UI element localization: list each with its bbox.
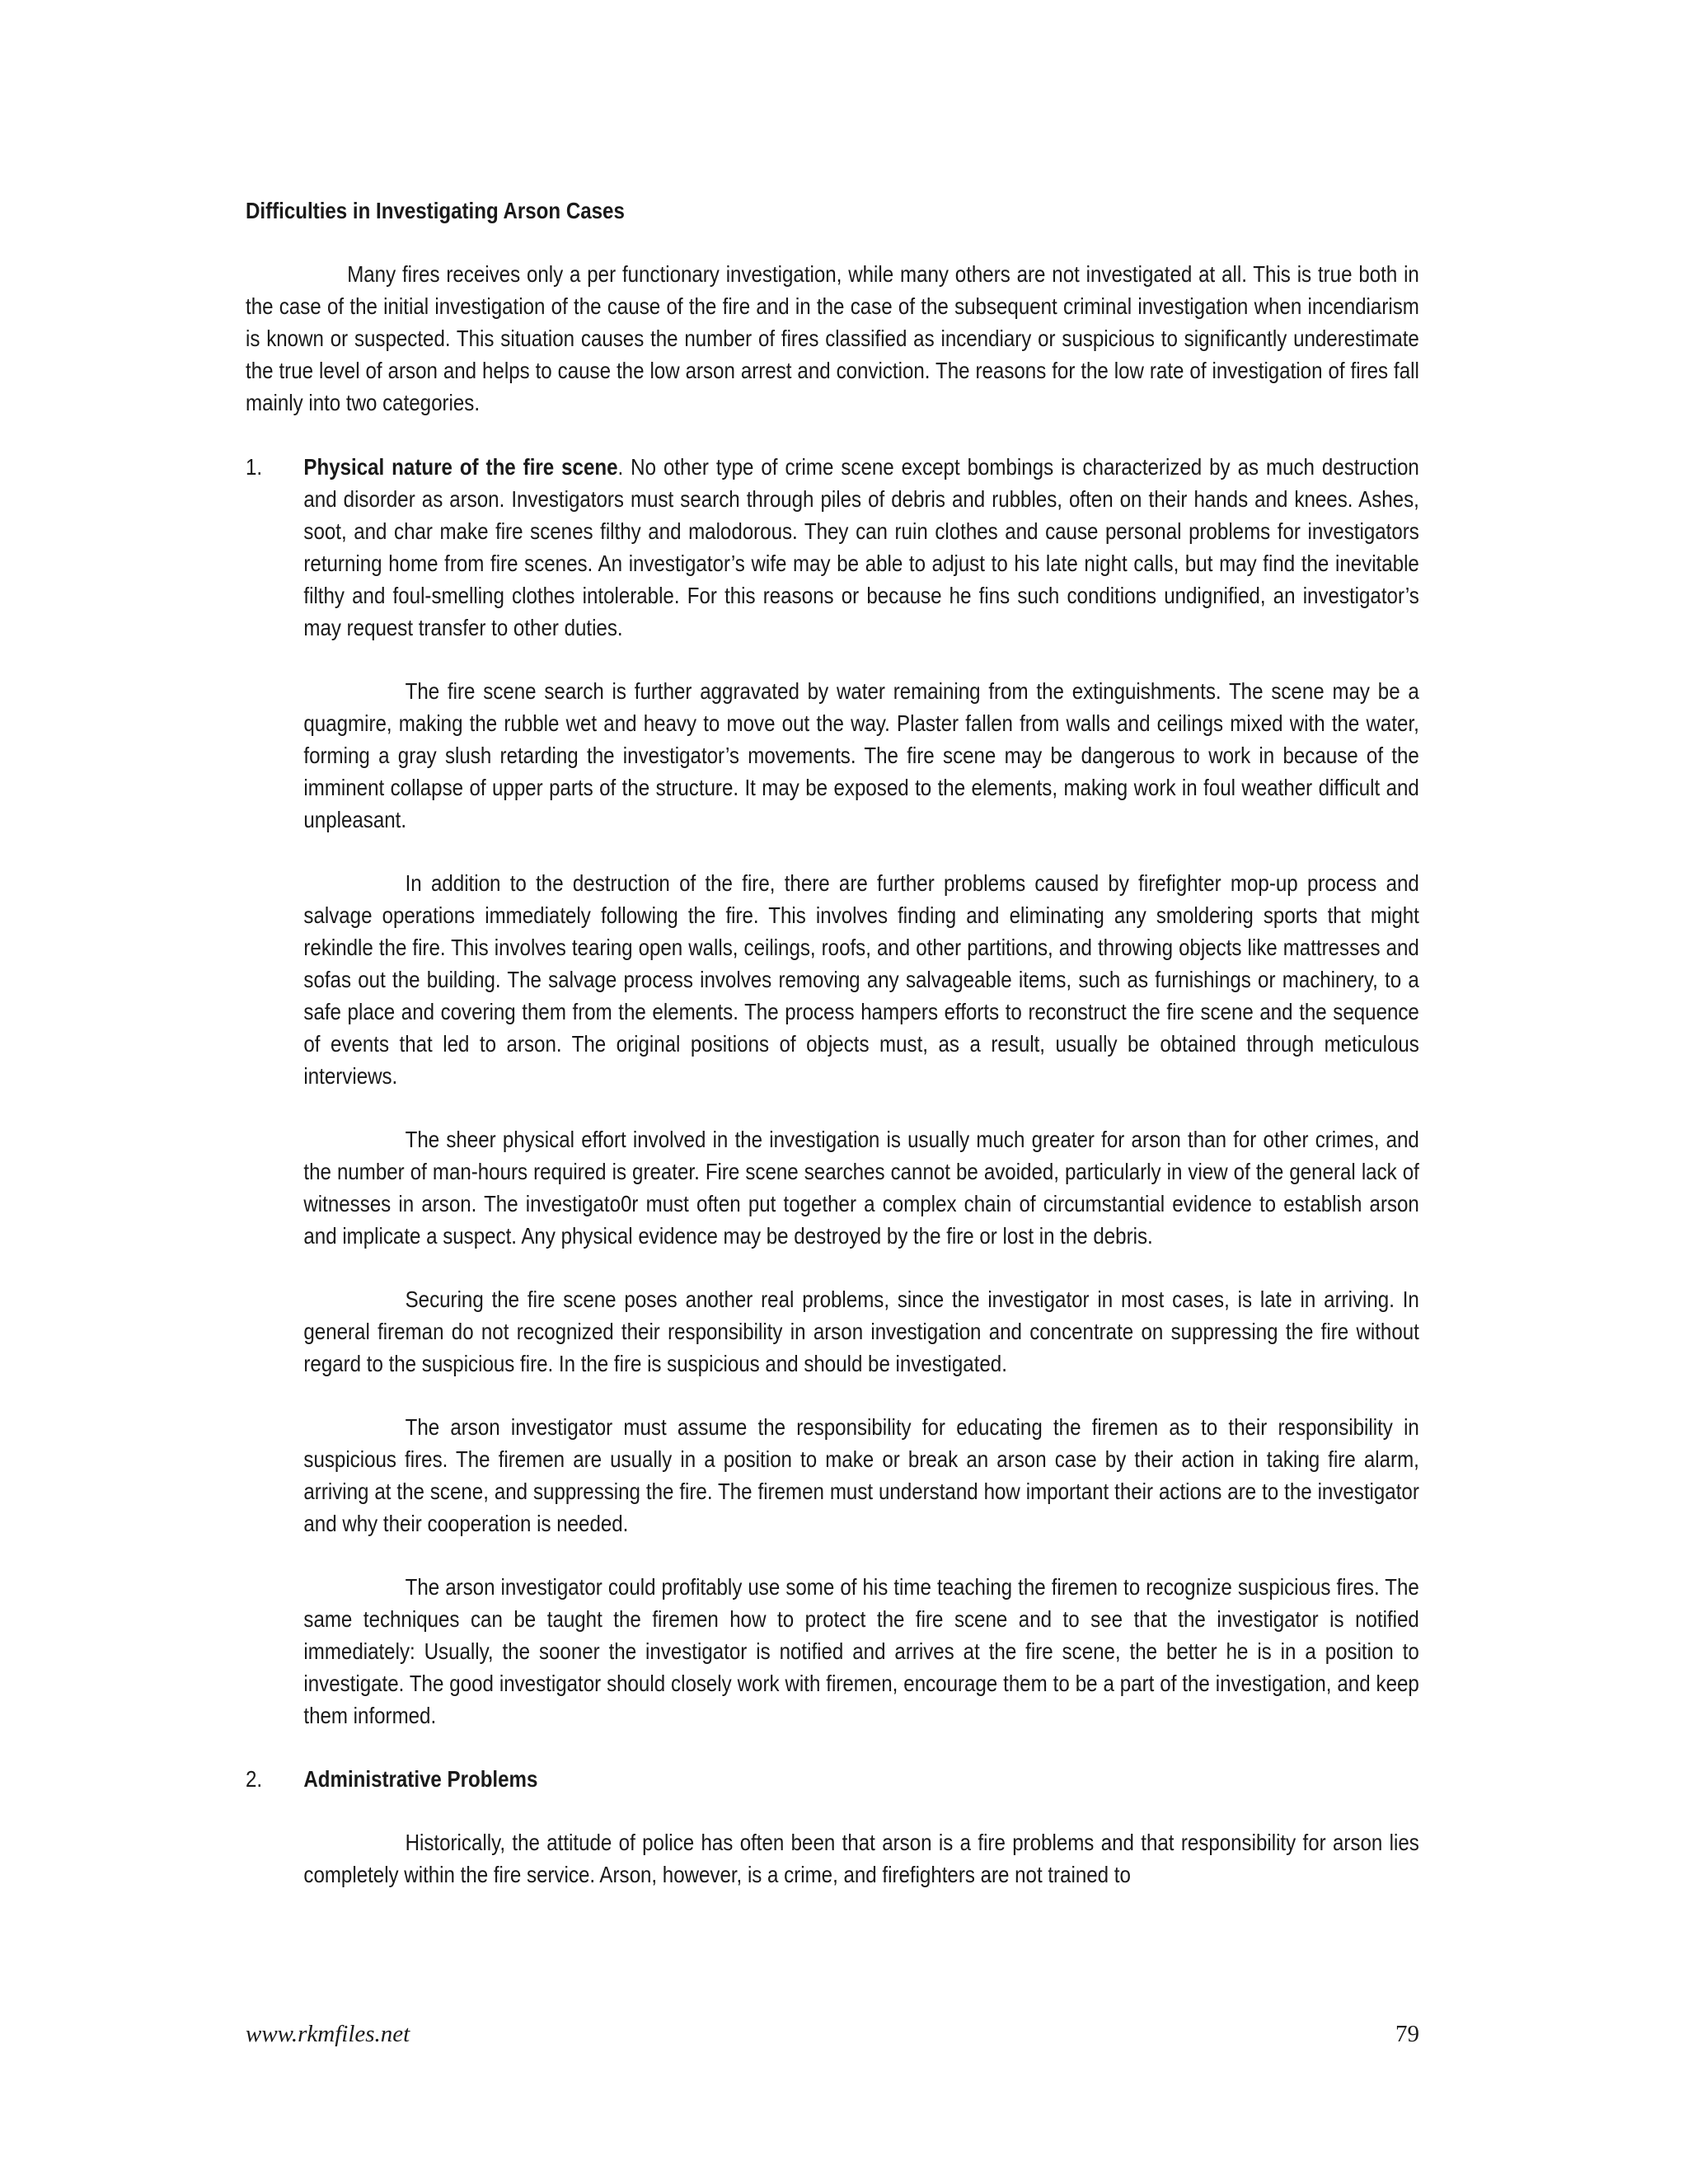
document-body [246,194,1419,1891]
list-item-2 [246,1763,1419,1891]
item-2-paragraph-1: Historically, the attitude of police has often been that arson is a fire problems and that responsibility for arson lies completely within the fire service. Arson, however, is a crime, and firefighters are not trained to [303,1830,1419,1887]
list-item-1 [246,451,1419,1732]
item-1-paragraph-2: In addition to the destruction of the fire, there are further problems caused by firefighter mop-up process and salvage operations immediately following the fire. This involves finding and eliminating any smoldering sports that might rekindle the fire. This involves tearing open walls, ceilings, roofs, and other partitions, and throwing objects like mattresses and sofas out the building. The salvage process involves removing any salvageable items, such as furnishings or machinery, to a safe place and covering them from the elements. The process hampers efforts to reconstruct the fire scene and the sequence of events that led to arson. The original positions of objects must, as a result, usually be obtained through meticulous interviews. [303,870,1419,1089]
item-2-title: Administrative Problems [303,1766,538,1792]
intro-paragraph: Many fires receives only a per functionary investigation, while many others are not investigated at all. This is true both in the case of the initial investigation of the cause of the fire and in the case of the subsequent criminal investigation when incendiarism is known or suspected. This situation causes the number of fires classified as incendiary or suspicious to significantly underestimate the true level of arson and helps to cause the low arson arrest and conviction. The reasons for the low rate of investigation of fires fall mainly into two categories. [246,261,1419,415]
item-1-paragraph-1: The fire scene search is further aggravated by water remaining from the extinguishments. The scene may be a quagmire, making the rubble wet and heavy to move out the way. Plaster fallen from walls and ceilings mixed with the water, forming a gray slush retarding the investigator’s movements. The fire scene may be dangerous to work in because of the imminent collapse of upper parts of the structure. It may be exposed to the elements, making work in foul weather difficult and unpleasant. [303,678,1419,832]
item-1-paragraph-3: The sheer physical effort involved in the investigation is usually much greater for arson than for other crimes, and the number of man-hours required is greater. Fire scene searches cannot be avoided, particularly in view of the general lack of witnesses in arson. The investigato0r must often put together a complex chain of circumstantial evidence to establish arson and implicate a suspect. Any physical evidence may be destroyed by the fire or lost in the debris. [303,1127,1419,1249]
list-number-2: 2. [246,1766,263,1792]
item-1-first-text: . No other type of crime scene except bombings is characterized by as much destruction and disorder as arson. Investigators must search through piles of debris and rubbles, often on their hands and knees. Ashes, soot, and char make fire scenes filthy and malodorous. They can ruin clothes and cause personal problems for investigators returning home from fire scenes. An investigator’s wife may be able to adjust to his late night calls, but may find the inevitable filthy and foul-smelling clothes intolerable. For this reasons or because he fins such conditions undignified, an investigator’s may request transfer to other duties. [303,454,1419,640]
section-heading: Difficulties in Investigating Arson Cases [246,198,625,223]
list-number-1: 1. [246,454,263,480]
item-1-title: Physical nature of the fire scene [303,454,618,480]
item-1-first-paragraph [303,451,1418,644]
item-1-paragraph-4: Securing the fire scene poses another real problems, since the investigator in most cases, is late in arriving. In general fireman do not recognized their responsibility in arson investigation and concentrate on suppressing the fire without regard to the suspicious fire. In the fire is suspicious and should be investigated. [303,1286,1419,1376]
item-1-paragraph-5: The arson investigator must assume the responsibility for educating the firemen as to their responsibility in suspicious fires. The firemen are usually in a position to make or break an arson case by their action in taking fire alarm, arriving at the scene, and suppressing the fire. The firemen must understand how important their actions are to the investigator and why their cooperation is needed. [303,1414,1419,1536]
footer-website: www.rkmfiles.net [246,2021,410,2047]
item-1-paragraph-6: The arson investigator could profitably use some of his time teaching the firemen to recognize suspicious fires. The same techniques can be taught the firemen how to protect the fire scene and to see that the investigator is notified immediately: Usually, the sooner the investigator is notified and arrives at the fire scene, the better he is in a position to investigate. The good investigator should closely work with firemen, encourage them to be a part of the investigation, and keep them informed. [303,1574,1419,1728]
page-number: 79 [1395,2021,1419,2047]
